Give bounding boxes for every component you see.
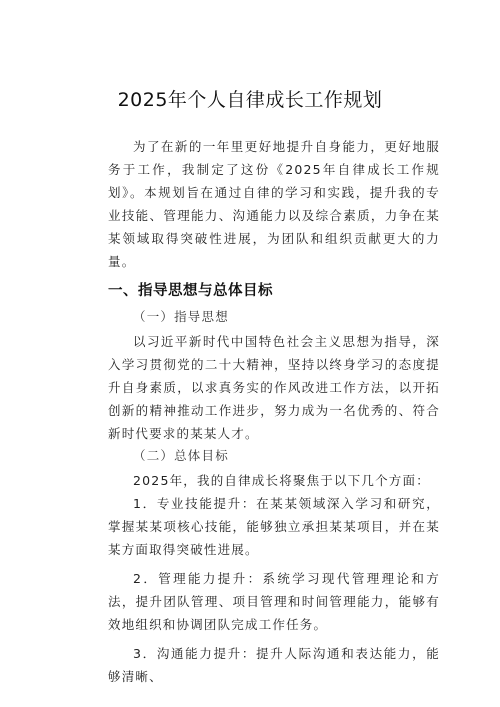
overall-goals-lead: 2025年，我的自律成长将聚焦于以下几个方面： [133, 473, 430, 488]
goal-item-communication-ability: 3．沟通能力提升：提升人际沟通和表达能力，能够清晰、 [108, 646, 440, 684]
goal-item-management-ability: 2．管理能力提升：系统学习现代管理理论和方法，提升团队管理、项目管理和时间管理能力，能够有效地组织和协调团队完成工作任务。 [108, 571, 440, 632]
subsection-heading-guiding-thought: （一）指导思想 [133, 309, 229, 324]
goal-item-professional-skills: 1．专业技能提升：在某某领域深入学习和研究，掌握某某项核心技能，能够独立承担某某项目，并在某某方面取得突破性进展。 [108, 496, 440, 557]
section-heading-guiding-principles: 一、指导思想与总体目标 [108, 283, 273, 299]
document-body [108, 135, 440, 688]
subsection-heading-overall-goals: （二）总体目标 [133, 448, 229, 463]
guiding-thought-paragraph: 以习近平新时代中国特色社会主义思想为指导，深入学习贯彻党的二十大精神，坚持以终身学习的态度提升自身素质，以求真务实的作风改进工作方法，以开拓创新的精神推动工作进步，努力成为一名优秀的、符合新时代要求的某某人才。 [108, 334, 440, 441]
document-title: 2025年个人自律成长工作规划 [117, 89, 383, 111]
intro-paragraph: 为了在新的一年里更好地提升自身能力，更好地服务于工作，我制定了这份《2025年自律成长工作规划》。本规划旨在通过自律的学习和实践，提升我的专业技能、管理能力、沟通能力以及综合素质，力争在某某领域取得突破性进展，为团队和组织贡献更大的力量。 [108, 139, 440, 269]
